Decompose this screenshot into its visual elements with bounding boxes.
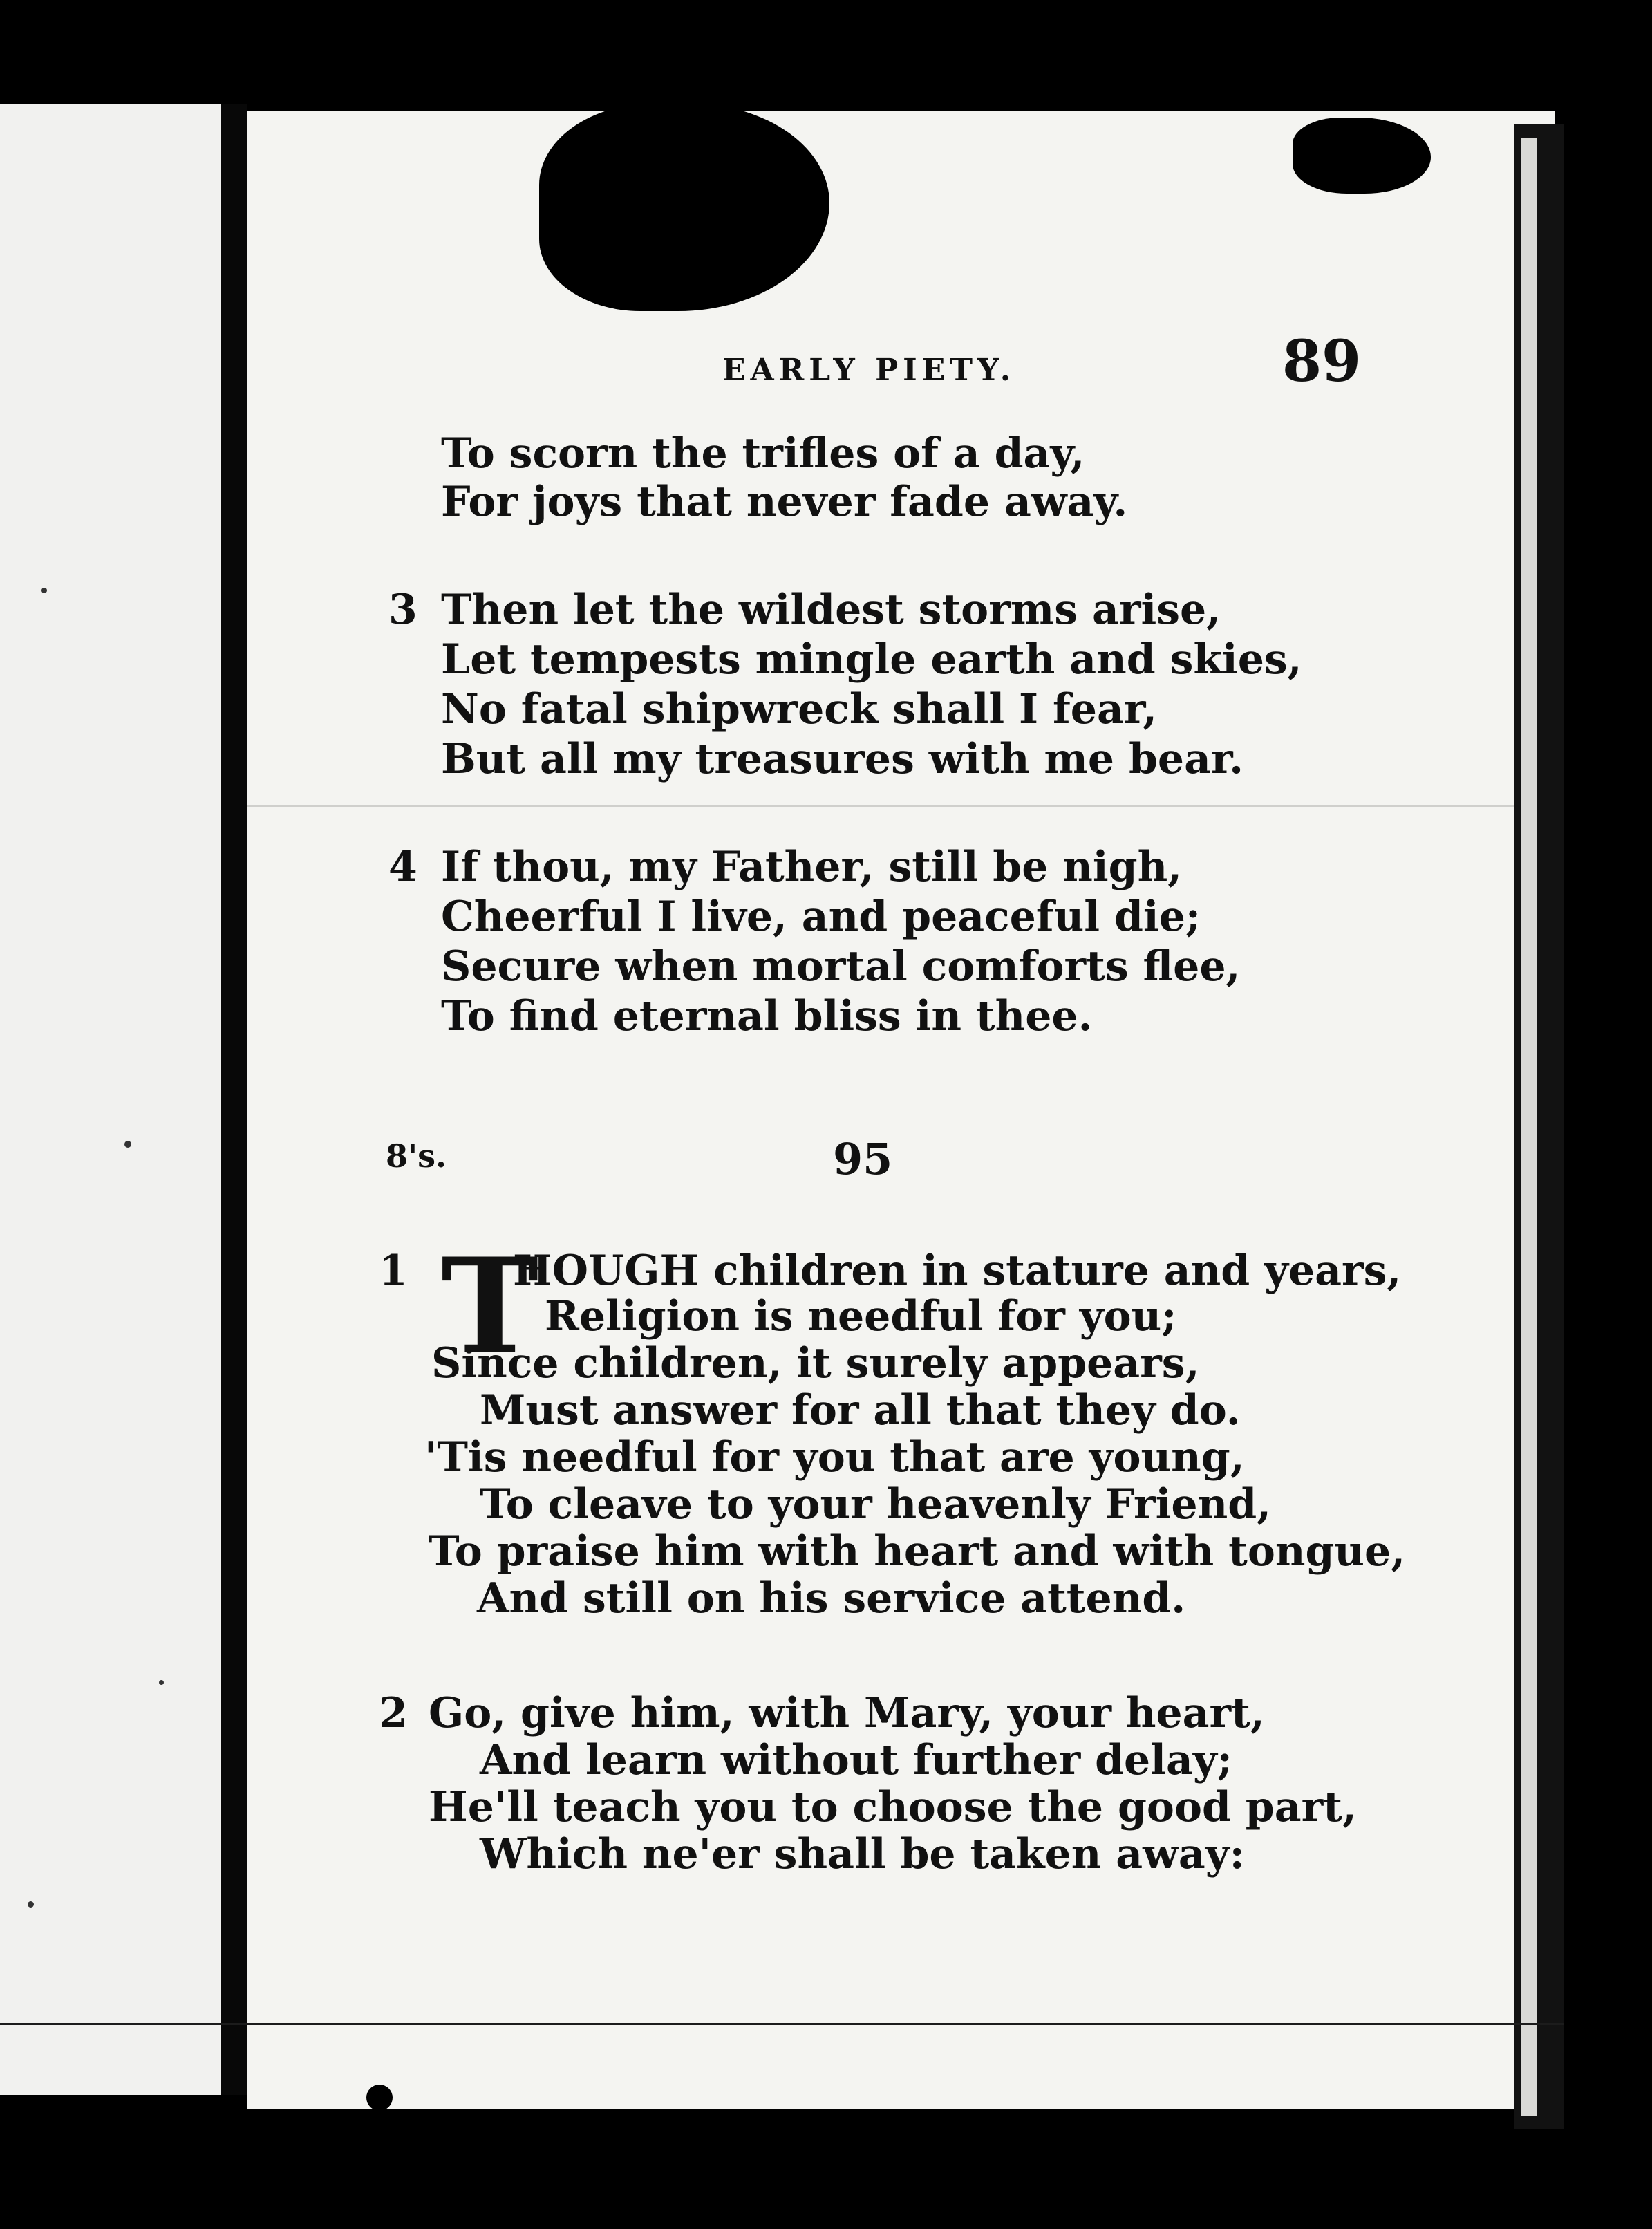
ink-blot-corner	[1293, 118, 1431, 194]
verse-line: Religion is needful for you;	[545, 1292, 1177, 1341]
verse-line: HOUGH children in stature and years,	[513, 1247, 1402, 1295]
verse-line: Cheerful I live, and peaceful die;	[441, 893, 1201, 941]
page-header	[0, 330, 1652, 413]
verse-line: But all my treasures with me bear.	[441, 735, 1243, 783]
verse-line: He'll teach you to choose the good part,	[429, 1783, 1357, 1831]
verse-number: 1	[379, 1247, 408, 1295]
running-title: EARLY PIETY.	[722, 353, 1016, 388]
verse-line: Since children, it surely appears,	[431, 1339, 1200, 1388]
verse-line: Must answer for all that they do.	[480, 1386, 1241, 1435]
verse-line: Then let the wildest storms arise,	[441, 586, 1221, 634]
ink-spot-bottom	[366, 2085, 393, 2111]
page-edge	[1521, 138, 1537, 2116]
verse-line: Let tempests mingle earth and skies,	[441, 635, 1302, 684]
verse-line: To praise him with heart and with tongue,	[429, 1527, 1406, 1576]
verse-line: To scorn the trifles of a day,	[441, 429, 1085, 478]
verse-line: And still on his service attend.	[477, 1574, 1186, 1623]
verse-line: And learn without further delay;	[480, 1736, 1232, 1784]
drop-cap-letter: T	[441, 1229, 539, 1383]
verse-line: If thou, my Father, still be nigh,	[441, 843, 1183, 891]
fold-crease	[247, 805, 1514, 807]
verse-line: To cleave to your heavenly Friend,	[480, 1480, 1272, 1529]
verse-number: 3	[388, 586, 417, 634]
hymn-meter: 8's.	[386, 1137, 447, 1175]
verse-line: To find eternal bliss in thee.	[441, 992, 1093, 1041]
verse-line: 'Tis needful for you that are young,	[424, 1433, 1245, 1482]
verse-line: Which ne'er shall be taken away:	[480, 1830, 1245, 1878]
verse-number: 4	[388, 843, 417, 891]
verse-number: 2	[379, 1689, 408, 1737]
bottom-rule-line	[0, 2023, 1564, 2025]
verse-line: For joys that never fade away.	[441, 478, 1128, 526]
hymn-number: 95	[833, 1134, 893, 1184]
verse-line: Secure when mortal comforts flee,	[441, 942, 1241, 991]
page-number: 89	[1282, 328, 1362, 395]
verse-line: Go, give him, with Mary, your heart,	[429, 1689, 1265, 1737]
verse-line: No fatal shipwreck shall I fear,	[441, 685, 1157, 734]
